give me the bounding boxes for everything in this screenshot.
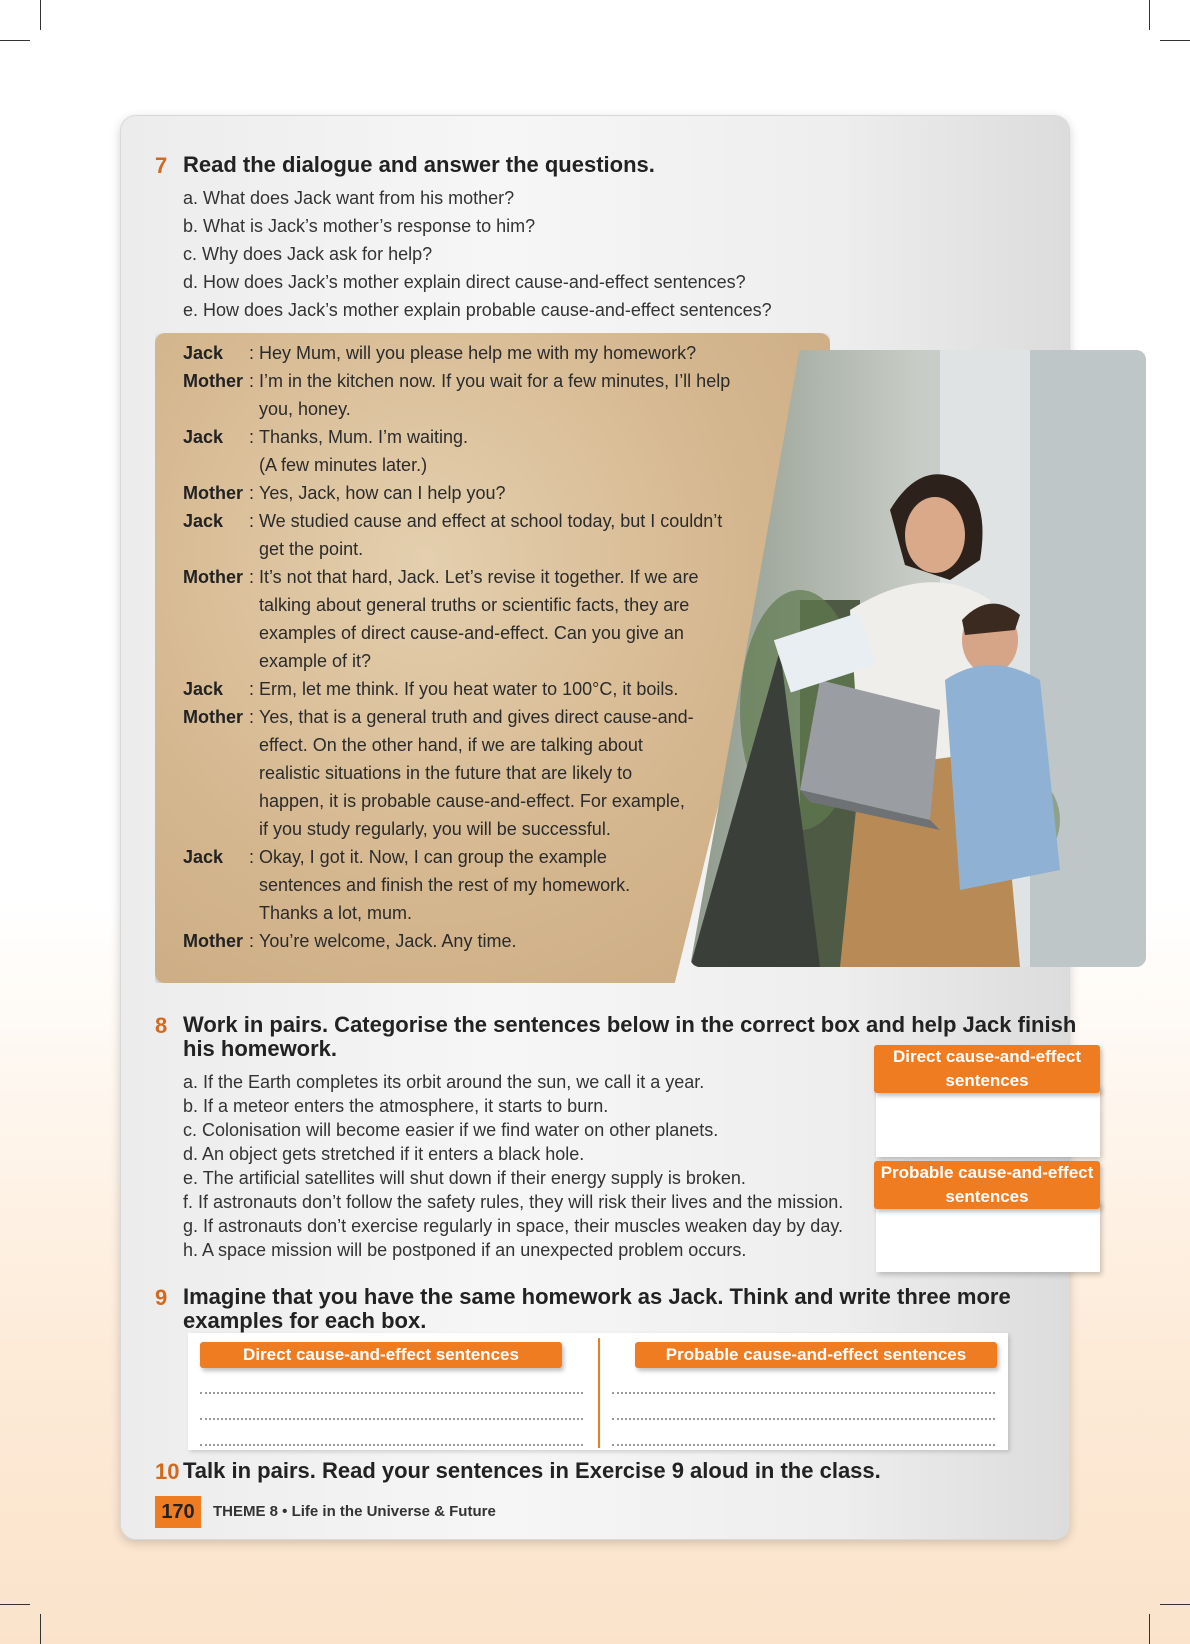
speaker-jack: Jack bbox=[183, 343, 224, 363]
speaker-jack: Jack bbox=[183, 847, 224, 867]
direct-sentences-header: Direct cause-and-effect sentences bbox=[200, 1342, 562, 1368]
exercise-9-number: 9 bbox=[155, 1285, 168, 1310]
exercise-10-title: Talk in pairs. Read your sentences in Exercise 9 aloud in the class. bbox=[183, 1458, 881, 1483]
exercise-9-title-cont: examples for each box. bbox=[183, 1308, 427, 1333]
dialogue-line: Thanks, Mum. I’m waiting. bbox=[259, 427, 469, 447]
speaker-colon: : bbox=[249, 511, 255, 531]
dialogue-line: Okay, I got it. Now, I can group the example bbox=[259, 847, 607, 867]
dialogue-line: I’m in the kitchen now. If you wait for a few minutes, I’ll help bbox=[259, 371, 731, 391]
exercise-8-number: 8 bbox=[155, 1013, 168, 1038]
sentence-g: g. If astronauts don’t exercise regularly in space, their muscles weaken day by day. bbox=[183, 1216, 843, 1236]
dialogue-line: Yes, that is a general truth and gives direct cause-and- bbox=[259, 707, 694, 727]
dialogue-line: You’re welcome, Jack. Any time. bbox=[259, 931, 517, 951]
probable-sentences-header: Probable cause-and-effect sentences bbox=[635, 1342, 997, 1368]
theme-footer: THEME 8 • Life in the Universe & Future bbox=[213, 1503, 496, 1520]
question-a: a. What does Jack want from his mother? bbox=[183, 188, 515, 208]
speaker-jack: Jack bbox=[183, 511, 224, 531]
probable-box-label: Probable cause-and-effect bbox=[880, 1163, 1094, 1182]
crop-mark bbox=[1149, 0, 1150, 30]
crop-mark bbox=[1149, 1614, 1150, 1644]
writing-table-divider bbox=[598, 1338, 600, 1448]
exercise-8-title: Work in pairs. Categorise the sentences below in the correct box and help Jack finish bbox=[183, 1012, 1077, 1037]
dialogue-line: effect. On the other hand, if we are talking about bbox=[259, 735, 643, 755]
speaker-colon: : bbox=[249, 679, 255, 699]
speaker-mother: Mother bbox=[183, 931, 243, 951]
sentence-h: h. A space mission will be postponed if an unexpected problem occurs. bbox=[183, 1240, 747, 1260]
crop-mark bbox=[1160, 1604, 1190, 1605]
dialogue-line: Erm, let me think. If you heat water to 100°C, it boils. bbox=[259, 679, 679, 699]
write-line-probable-1[interactable] bbox=[612, 1392, 995, 1394]
question-c: c. Why does Jack ask for help? bbox=[183, 244, 433, 264]
write-line-direct-2[interactable] bbox=[200, 1418, 583, 1420]
exercise-9-title: Imagine that you have the same homework as Jack. Think and write three more bbox=[183, 1284, 1011, 1309]
speaker-colon: : bbox=[249, 343, 255, 363]
dialogue-line: Thanks a lot, mum. bbox=[259, 903, 413, 923]
speaker-colon: : bbox=[249, 707, 255, 727]
sentence-c: c. Colonisation will become easier if we find water on other planets. bbox=[183, 1120, 719, 1140]
sentence-b: b. If a meteor enters the atmosphere, it starts to burn. bbox=[183, 1096, 609, 1116]
speaker-colon: : bbox=[249, 483, 255, 503]
write-line-direct-3[interactable] bbox=[200, 1444, 583, 1446]
direct-box-label-cont: sentences bbox=[945, 1071, 1029, 1090]
dialogue-line: get the point. bbox=[259, 539, 364, 559]
dialogue-line: examples of direct cause-and-effect. Can you give an bbox=[259, 623, 684, 643]
page-number: 170 bbox=[155, 1496, 201, 1528]
sentence-a: a. If the Earth completes its orbit around the sun, we call it a year. bbox=[183, 1072, 705, 1092]
probable-sentences-box-header bbox=[874, 1161, 1100, 1209]
crop-mark bbox=[1160, 40, 1190, 41]
write-line-direct-1[interactable] bbox=[200, 1392, 583, 1394]
dialogue-line: realistic situations in the future that are likely to bbox=[259, 763, 633, 783]
dialogue-line: sentences and finish the rest of my homework. bbox=[259, 875, 631, 895]
speaker-mother: Mother bbox=[183, 567, 243, 587]
question-e: e. How does Jack’s mother explain probable cause-and-effect sentences? bbox=[183, 300, 772, 320]
speaker-mother: Mother bbox=[183, 707, 243, 727]
dialogue-line: happen, it is probable cause-and-effect. For example, bbox=[259, 791, 685, 811]
dialogue-line: you, honey. bbox=[259, 399, 351, 419]
speaker-colon: : bbox=[249, 371, 255, 391]
crop-mark bbox=[40, 0, 41, 30]
crop-mark bbox=[40, 1614, 41, 1644]
speaker-mother: Mother bbox=[183, 371, 243, 391]
direct-box-label: Direct cause-and-effect bbox=[892, 1047, 1081, 1066]
exercise-7-title: Read the dialogue and answer the questions. bbox=[183, 152, 655, 177]
question-d: d. How does Jack’s mother explain direct cause-and-effect sentences? bbox=[183, 272, 746, 292]
sentence-d: d. An object gets stretched if it enters a black hole. bbox=[183, 1144, 585, 1164]
exercise-7-number: 7 bbox=[155, 153, 168, 178]
dialogue-line: (A few minutes later.) bbox=[259, 455, 428, 475]
dialogue-line: Yes, Jack, how can I help you? bbox=[259, 483, 506, 503]
dialogue-line: Hey Mum, will you please help me with my homework? bbox=[259, 343, 697, 363]
direct-sentences-answer-box[interactable] bbox=[876, 1085, 1100, 1157]
dialogue-line: example of it? bbox=[259, 651, 372, 671]
crop-mark bbox=[0, 40, 30, 41]
write-line-probable-2[interactable] bbox=[612, 1418, 995, 1420]
write-line-probable-3[interactable] bbox=[612, 1444, 995, 1446]
sentence-e: e. The artificial satellites will shut down if their energy supply is broken. bbox=[183, 1168, 746, 1188]
probable-box-label-cont: sentences bbox=[945, 1187, 1029, 1206]
dialogue-line: We studied cause and effect at school today, but I couldn’t bbox=[259, 511, 723, 531]
exercise-10-number: 10 bbox=[155, 1459, 180, 1484]
speaker-jack: Jack bbox=[183, 679, 224, 699]
speaker-jack: Jack bbox=[183, 427, 224, 447]
probable-sentences-answer-box[interactable] bbox=[876, 1200, 1100, 1272]
speaker-mother: Mother bbox=[183, 483, 243, 503]
speaker-colon: : bbox=[249, 847, 255, 867]
speaker-colon: : bbox=[249, 567, 255, 587]
exercise-8-title-cont: his homework. bbox=[183, 1036, 338, 1061]
crop-mark bbox=[0, 1604, 30, 1605]
speaker-colon: : bbox=[249, 427, 255, 447]
dialogue-line: if you study regularly, you will be successful. bbox=[259, 819, 611, 839]
sentence-f: f. If astronauts don’t follow the safety rules, they will risk their lives and the mission. bbox=[183, 1192, 844, 1212]
question-b: b. What is Jack’s mother’s response to him? bbox=[183, 216, 536, 236]
dialogue-line: talking about general truths or scientific facts, they are bbox=[259, 595, 690, 615]
direct-sentences-box-header bbox=[874, 1045, 1100, 1093]
dialogue-line: It’s not that hard, Jack. Let’s revise it together. If we are bbox=[259, 567, 699, 587]
speaker-colon: : bbox=[249, 931, 255, 951]
